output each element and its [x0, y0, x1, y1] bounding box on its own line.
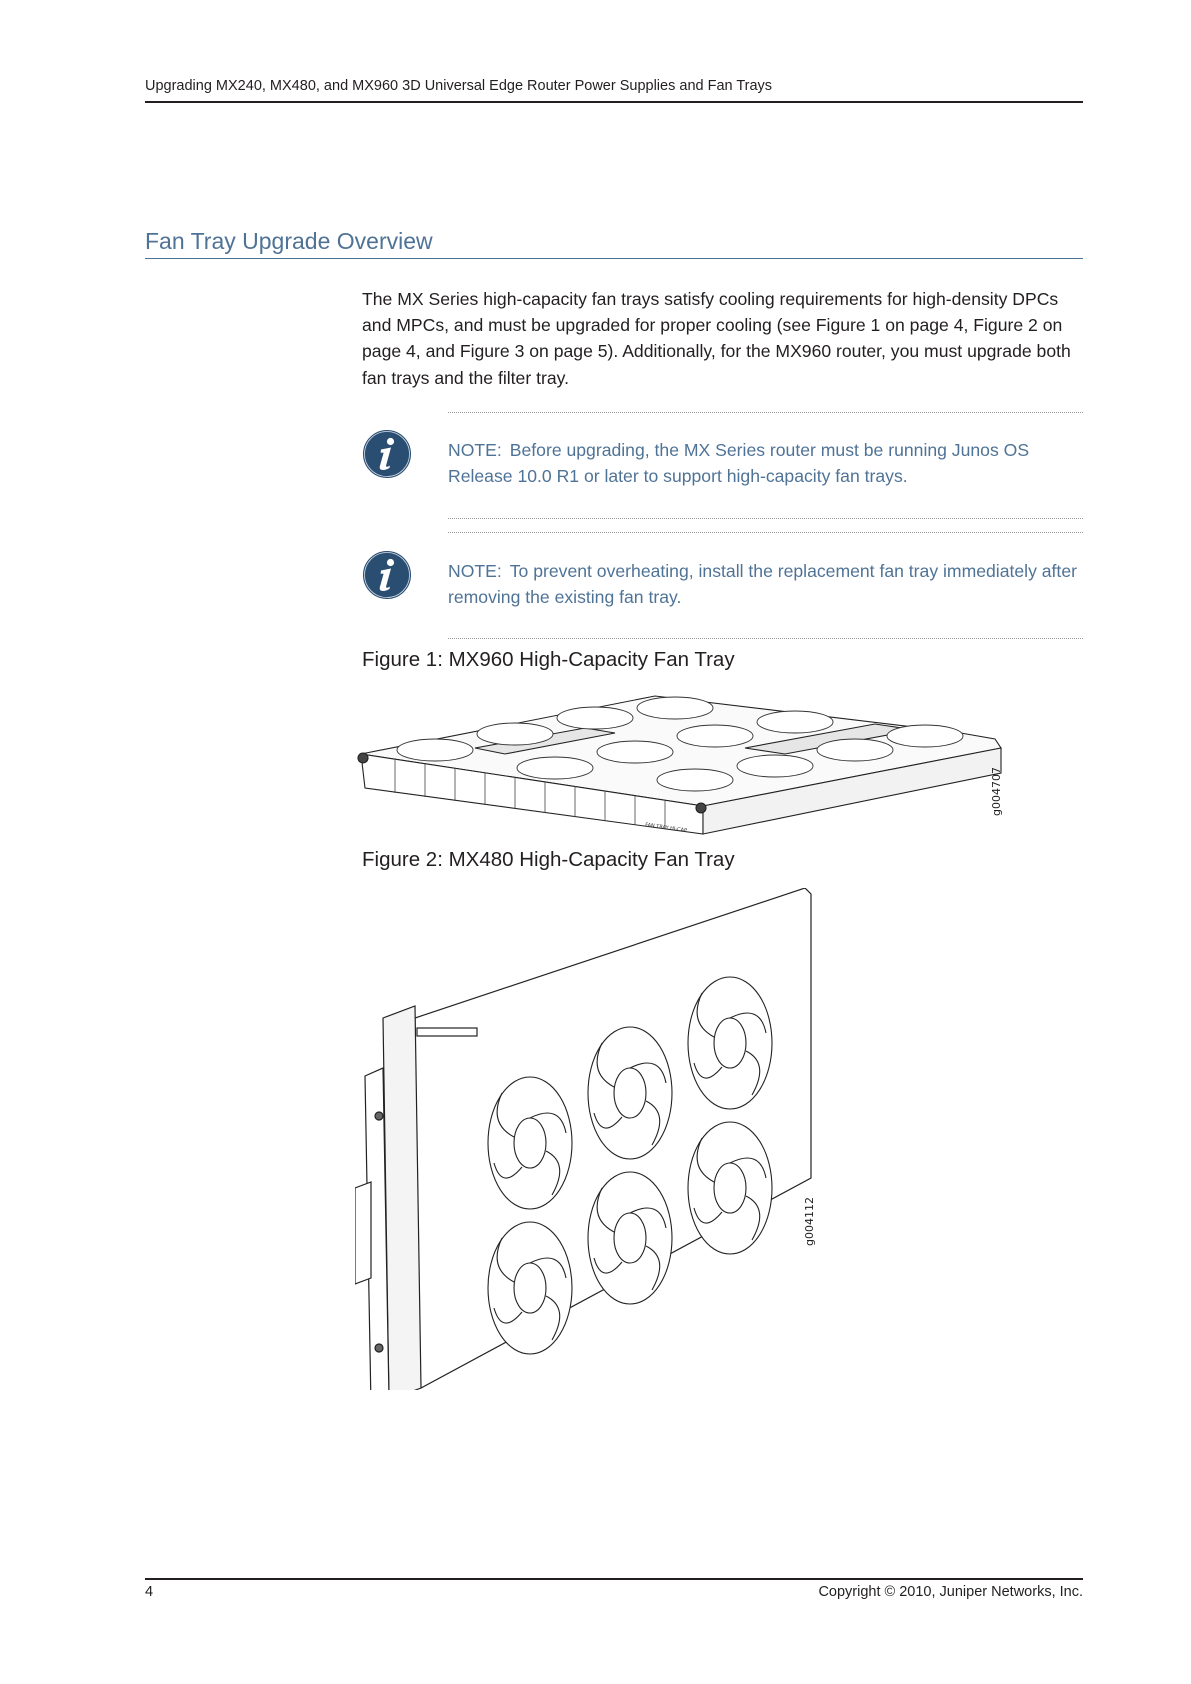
note-label: NOTE:: [448, 440, 502, 460]
figure-2-caption: Figure 2: MX480 High-Capacity Fan Tray: [362, 848, 735, 871]
running-header: Upgrading MX240, MX480, and MX960 3D Universal Edge Router Power Supplies and Fan Trays: [145, 78, 773, 94]
footer-rule: [145, 1578, 1083, 1580]
note-divider: [448, 412, 1083, 413]
figure-2-mx480-fan-tray: [355, 888, 825, 1390]
body-paragraph: The MX Series high-capacity fan trays satisfy cooling requirements for high-density DPCs and MPCs, and must be upgraded for proper cooling (see Figure 1 on page 4, Figure 2 on page 4, and Figure 3 on page 5). Additionally, for the MX960 router, you must upgrade both fan trays and the filter tray.: [362, 289, 1071, 388]
note-divider: [448, 638, 1083, 639]
header-rule: [145, 101, 1083, 103]
note-2: [448, 558, 1088, 610]
section-title: Fan Tray Upgrade Overview: [145, 228, 433, 254]
info-icon: [361, 549, 413, 601]
page-number: 4: [145, 1584, 154, 1600]
figure-1-mx960-fan-tray: [355, 688, 1015, 844]
figure-1-graphic-id: g004707: [990, 767, 1003, 816]
figure-2-graphic-id: g004112: [803, 1197, 816, 1246]
note-text: To prevent overheating, install the replacement fan tray immediately after removing the existing fan tray.: [448, 561, 1077, 608]
copyright: Copyright © 2010, Juniper Networks, Inc.: [818, 1584, 1083, 1600]
section-rule: [145, 258, 1083, 259]
info-icon: [361, 428, 413, 480]
note-label: NOTE:: [448, 561, 502, 581]
figure-1-caption: Figure 1: MX960 High-Capacity Fan Tray: [362, 648, 735, 671]
note-text: Before upgrading, the MX Series router must be running Junos OS Release 10.0 R1 or later to support high-capacity fan trays.: [448, 440, 1030, 487]
fan-tray-panel-label: FAN TRAY HI-CAP: [644, 822, 688, 834]
note-divider: [448, 532, 1083, 533]
note-divider: [448, 518, 1083, 519]
note-1: [448, 437, 1088, 489]
